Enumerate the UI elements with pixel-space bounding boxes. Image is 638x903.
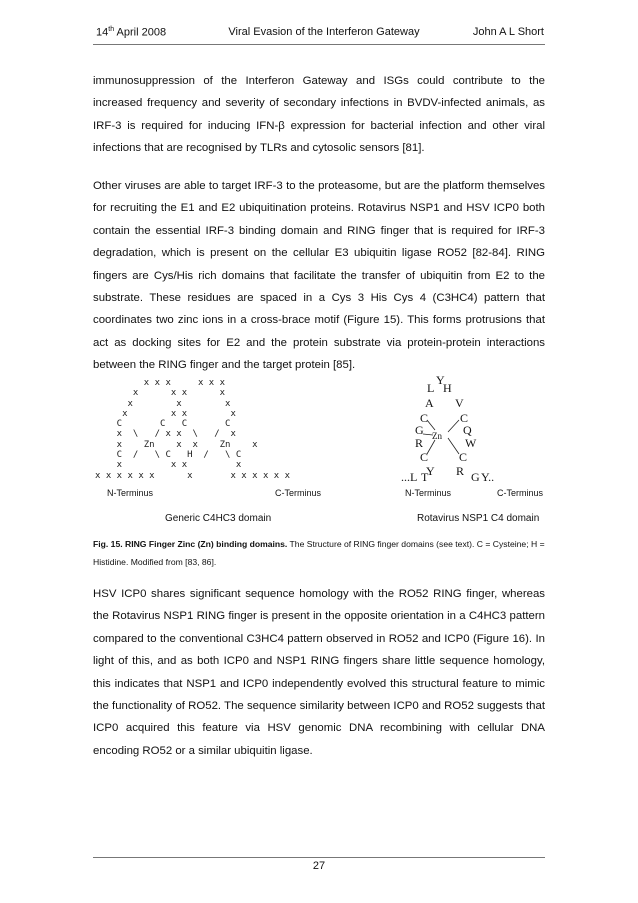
- residue: Y: [436, 373, 445, 387]
- paragraph-1: immunosuppression of the Interferon Gateway and ISGs could contribute to the increased frequency and severity of secondary infections in BVDV-infected animals, as IRF-3 is required for inducing IFN-β expression for bacterial infection and other viral infections that are recognised by TLRs and cytosolic sensors [81].: [93, 75, 545, 155]
- residue: Q: [463, 423, 472, 437]
- residue: C: [420, 411, 429, 425]
- residue: G: [471, 470, 480, 484]
- page-header: [96, 26, 544, 44]
- page-number: 27: [312, 860, 326, 872]
- caption-label: Fig. 15. RING Finger Zinc (Zn) binding domains.: [93, 539, 288, 549]
- residue: W: [465, 436, 477, 450]
- residue: A: [425, 396, 434, 410]
- residue: R: [456, 464, 465, 478]
- residue: Y..: [481, 470, 495, 484]
- left-n-terminus-label: N-Terminus: [107, 488, 154, 498]
- residue: ...L: [401, 470, 418, 484]
- header-title: Viral Evasion of the Interferon Gateway: [228, 26, 420, 38]
- right-domain-title: Rotavirus NSP1 C4 domain: [417, 513, 540, 524]
- residue: G: [415, 423, 424, 437]
- right-c-terminus-label: C-Terminus: [497, 488, 544, 498]
- residue: Y: [426, 464, 435, 478]
- paragraph-2: Other viruses are able to target IRF-3 to the proteasome, but are the platform themselves for recruiting the E1 and E2 ubiquitination proteins. Rotavirus NSP1 and HSV ICP0 both contain the essential IRF-3 binding domain and RING finger that is required for IRF-3 degradation, which is present on the cellular E3 ubiquitin ligase RO52 [82-84]. RING fingers are Cys/His rich domains that facilitate the transfer of ubiquitin from E2 to the substrate. These residues are spaced in a Cys 3 His Cys 4 (C3HC4) pattern that coordinates two zinc ions in a cross-brace motif (Figure 15). This forms protrusions that act as docking sites for E2 and the protein substrate via protein-protein interactions between the RING finger and the target protein [85].: [93, 180, 545, 372]
- residue: C: [459, 450, 468, 464]
- right-n-terminus-label: N-Terminus: [405, 488, 452, 498]
- caption-text: The Structure of RING finger domains (see text). C = Cysteine; H = Histidine. Modified from [83, 86].: [93, 539, 545, 567]
- generic-ring-diagram: x x x x x x x x x x x x x x x x x C C C C x \ / x x \ / x x Zn x x Zn x C / \ C H / \ C x x x x x x x x x x x x x x x x x: [95, 378, 291, 481]
- residue-zinc: Zn: [432, 431, 442, 441]
- footer-rule: [93, 857, 545, 858]
- residue: C: [420, 450, 429, 464]
- zinc-coordination-lines: [393, 372, 545, 487]
- left-c-terminus-label: C-Terminus: [275, 488, 322, 498]
- paragraph-3: HSV ICP0 shares significant sequence homology with the RO52 RING finger, whereas the Rotavirus NSP1 RING finger is present in the opposite orientation in a C4HC3 pattern compared to the conventional C3HC4 pattern observed in RO52 and ICP0 (Figure 16). In light of this, and as both ICP0 and NSP1 RING fingers share little sequence homology, this indicates that NSP1 and ICP0 independently evolved this structural feature to mimic the functionality of RO52. The sequence similarity between ICP0 and RO52 suggests that ICP0 acquired this feature via HSV genomic DNA recombining with cellular DNA encoding RO52 or a similar ubiquitin ligase.: [93, 588, 545, 757]
- left-domain-title: Generic C4HC3 domain: [165, 513, 272, 524]
- residue: C: [460, 411, 469, 425]
- header-rule: [93, 44, 545, 45]
- residue: V: [455, 396, 464, 410]
- residue: H: [443, 381, 452, 395]
- figure-15: [93, 372, 545, 532]
- residue: T: [421, 470, 429, 484]
- residue: R: [415, 436, 424, 450]
- header-author: John A L Short: [472, 26, 544, 38]
- nsp1-ring-diagram: [393, 372, 545, 487]
- figure-caption: [93, 535, 545, 571]
- residue: L: [427, 381, 435, 395]
- header-date: 14th April 2008: [96, 26, 167, 39]
